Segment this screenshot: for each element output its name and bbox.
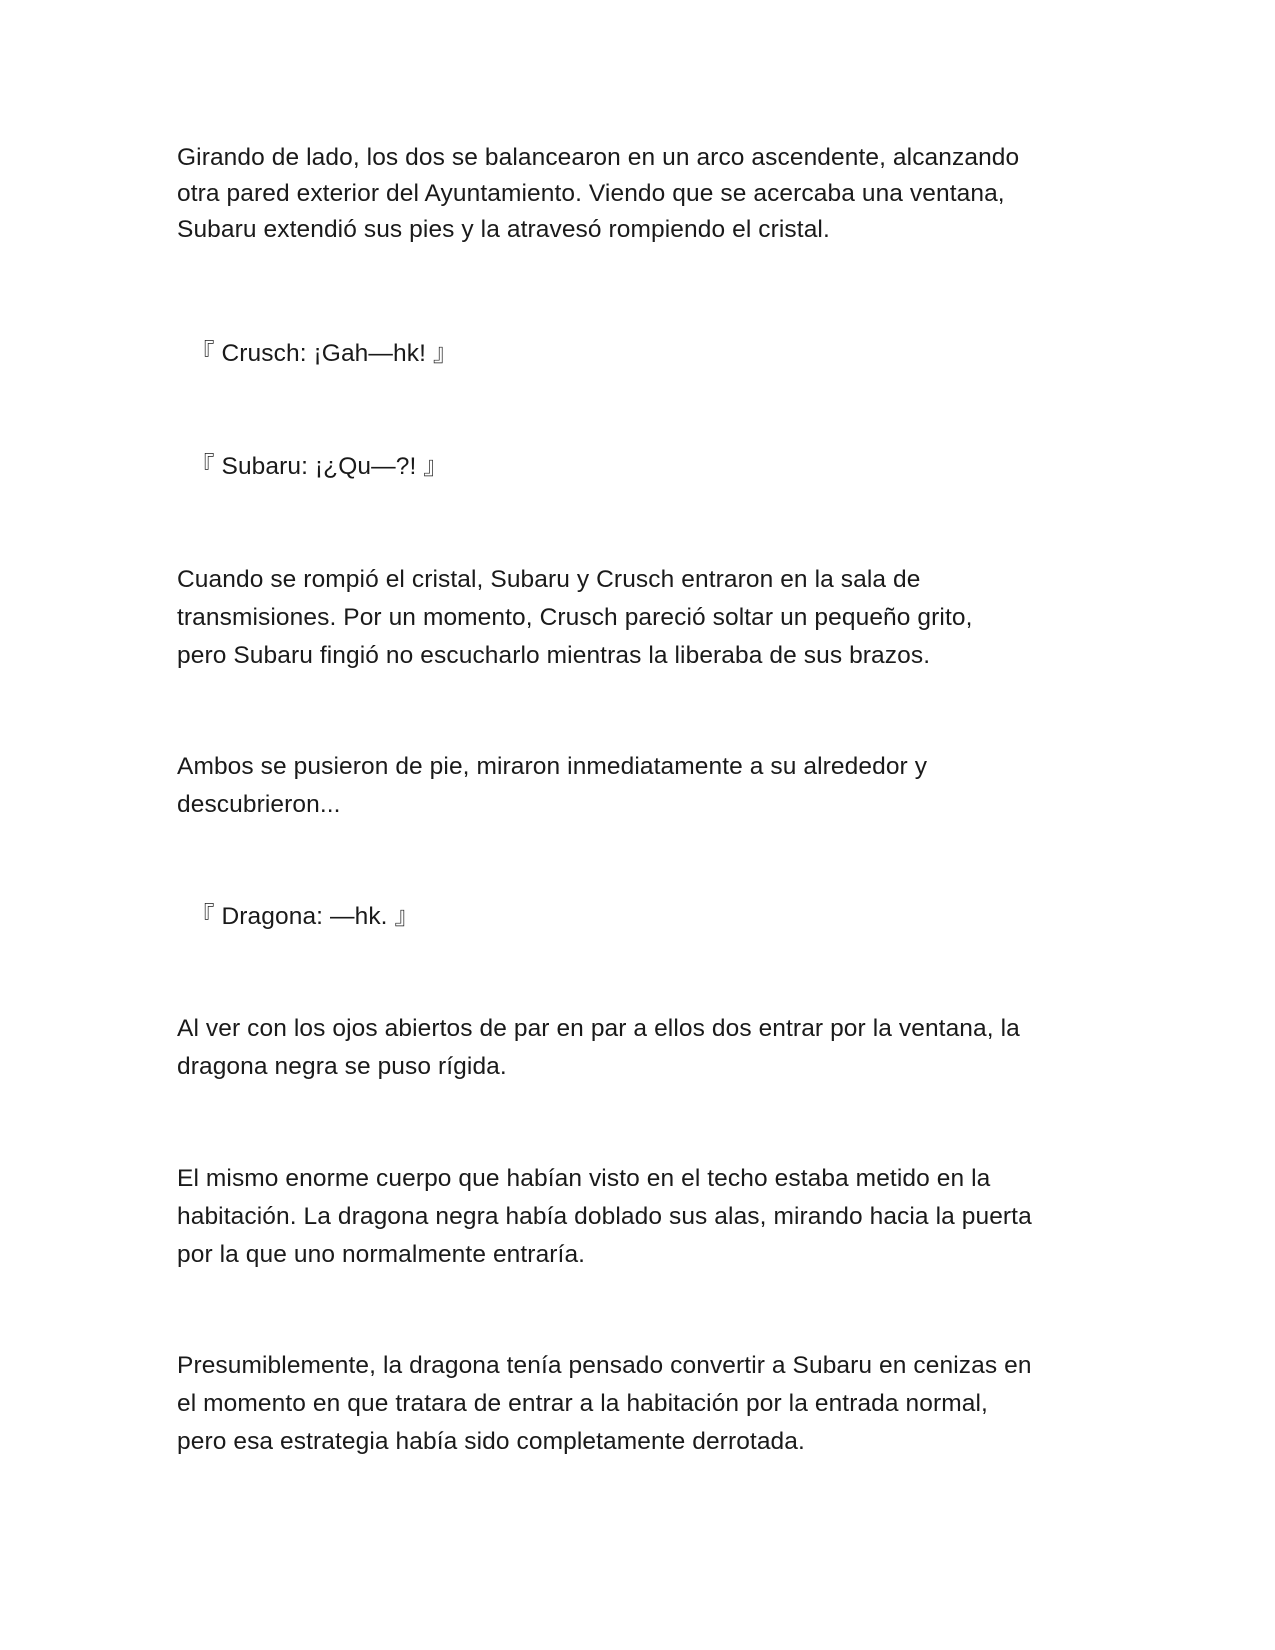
paragraph-2-line-1: Cuando se rompió el cristal, Subaru y Crusch entraron en la sala de: [177, 566, 921, 593]
paragraph-3-line-2: descubrieron...: [177, 791, 341, 818]
paragraph-4-line-1: Al ver con los ojos abiertos de par en par a ellos dos entrar por la ventana, la: [177, 1015, 1020, 1042]
paragraph-5-line-1: El mismo enorme cuerpo que habían visto en el techo estaba metido en la: [177, 1165, 991, 1192]
paragraph-2-line-3: pero Subaru fingió no escucharlo mientras la liberaba de sus brazos.: [177, 642, 931, 669]
dialogue-crusch: 『 Crusch: ¡Gah—hk! 』: [190, 340, 458, 367]
paragraph-5-line-3: por la que uno normalmente entraría.: [177, 1241, 586, 1268]
dialogue-dragona: 『 Dragona: —hk. 』: [190, 903, 420, 930]
paragraph-1-line-1: Girando de lado, los dos se balancearon en un arco ascendente, alcanzando: [177, 144, 1020, 171]
dialogue-subaru: 『 Subaru: ¡¿Qu—?! 』: [190, 453, 448, 480]
paragraph-1-line-2: otra pared exterior del Ayuntamiento. Viendo que se acercaba una ventana,: [177, 180, 1005, 207]
paragraph-5-line-2: habitación. La dragona negra había doblado sus alas, mirando hacia la puerta: [177, 1203, 1032, 1230]
paragraph-1-line-3: Subaru extendió sus pies y la atravesó rompiendo el cristal.: [177, 216, 830, 243]
paragraph-6-line-2: el momento en que tratara de entrar a la habitación por la entrada normal,: [177, 1390, 988, 1417]
paragraph-3-line-1: Ambos se pusieron de pie, miraron inmediatamente a su alrededor y: [177, 753, 928, 780]
paragraph-2-line-2: transmisiones. Por un momento, Crusch pareció soltar un pequeño grito,: [177, 604, 973, 631]
paragraph-4-line-2: dragona negra se puso rígida.: [177, 1053, 507, 1080]
paragraph-6-line-3: pero esa estrategia había sido completamente derrotada.: [177, 1428, 805, 1455]
paragraph-6-line-1: Presumiblemente, la dragona tenía pensado convertir a Subaru en cenizas en: [177, 1352, 1032, 1379]
